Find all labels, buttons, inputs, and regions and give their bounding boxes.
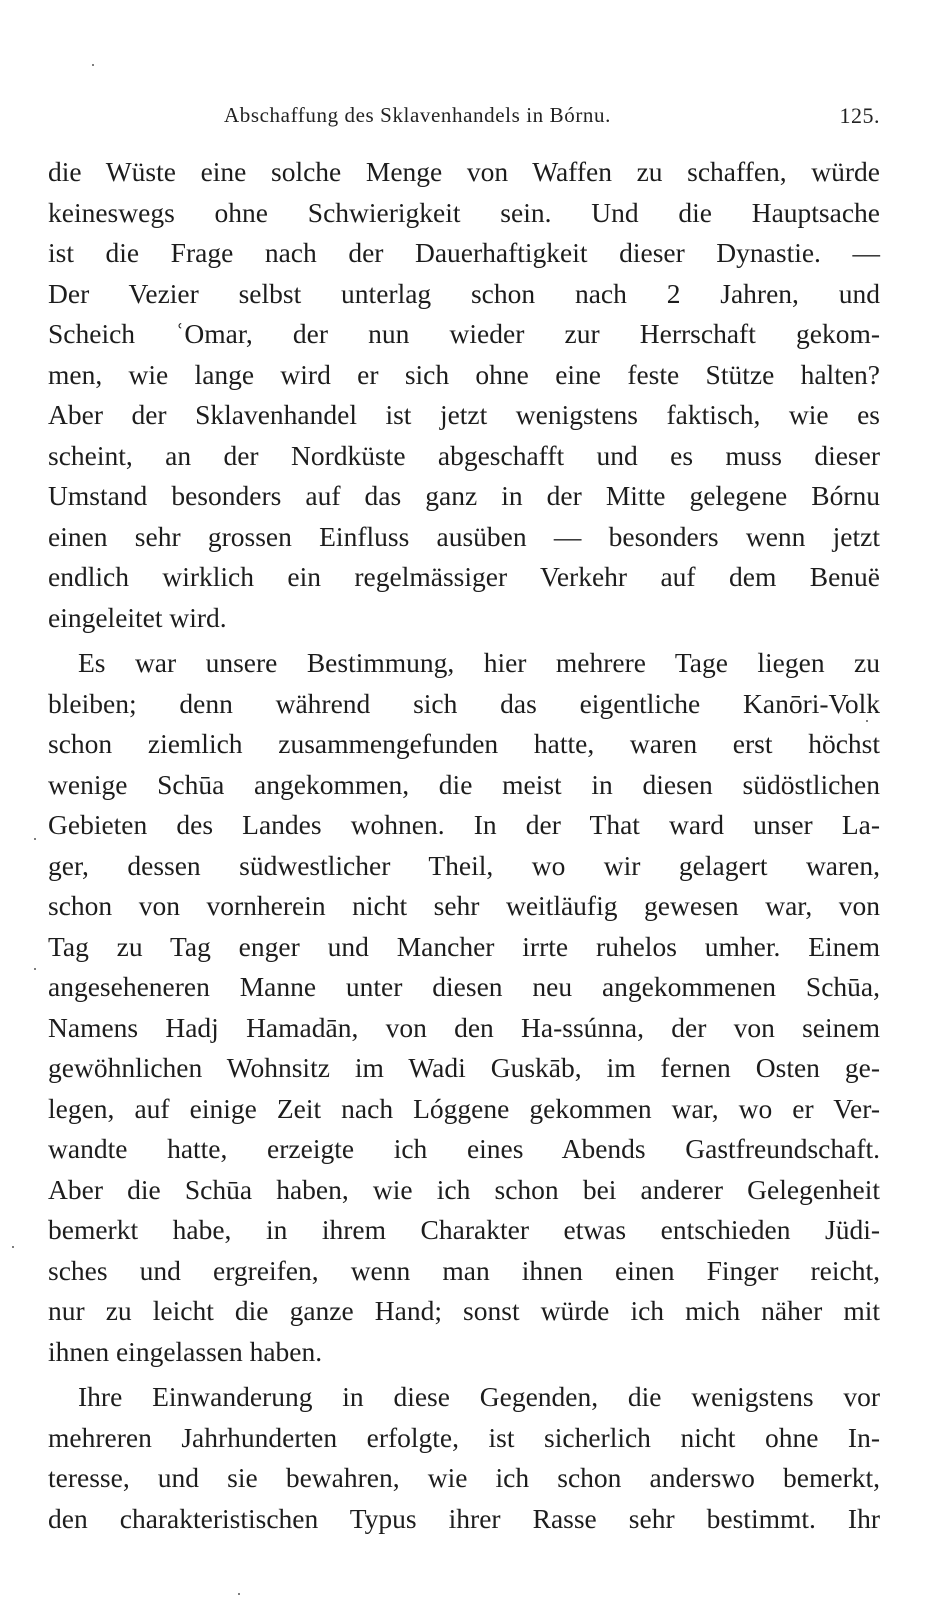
text-line: wenige Schūa angekommen, die meist in diesen südöstlichen (48, 768, 880, 800)
text-line: Der Vezier selbst unterlag schon nach 2 Jahren, und (48, 277, 880, 309)
text-line: Aber die Schūa haben, wie ich schon bei anderer Gelegenheit (48, 1173, 880, 1205)
text-line: Aber der Sklavenhandel ist jetzt wenigstens faktisch, wie es (48, 399, 880, 430)
print-speck (238, 1593, 240, 1595)
text-line: nur zu leicht die ganze Hand; sonst würde ich mich näher mit (48, 1295, 880, 1326)
text-line: Namens Hadj Hamadān, von den Ha-ssúnna, der von seinem (48, 1011, 880, 1043)
page-number: 125. (839, 103, 880, 128)
text-line: ger, dessen südwestlicher Theil, wo wir gelagert waren, (48, 849, 880, 881)
text-line: Ihre Einwanderung in diese Gegenden, die wenigstens vor (78, 1381, 880, 1412)
text-line: schon von vornherein nicht sehr weitläufig gewesen war, von (48, 890, 880, 921)
text-line: endlich wirklich ein regelmässiger Verkehr auf dem Benuë (48, 561, 880, 592)
text-line: bleiben; denn während sich das eigentliche Kanōri-Volk (48, 687, 880, 719)
text-line: angeseheneren Manne unter diesen neu angekommenen Schūa, (48, 971, 880, 1002)
print-speck (92, 64, 94, 66)
paragraph (48, 643, 880, 1372)
text-line: Gebieten des Landes wohnen. In der That ward unser La- (48, 809, 880, 840)
text-line: einen sehr grossen Einfluss ausüben — besonders wenn jetzt (48, 520, 880, 552)
text-line: ihnen eingelassen haben. (48, 1335, 323, 1367)
running-head (48, 103, 880, 135)
text-line: keineswegs ohne Schwierigkeit sein. Und die Hauptsache (48, 196, 880, 228)
running-title: Abschaffung des Sklavenhandels in Bórnu. (224, 103, 611, 127)
text-line: mehreren Jahrhunderten erfolgte, ist sicherlich nicht ohne In- (48, 1421, 880, 1453)
text-line: Tag zu Tag enger und Mancher irrte ruhelos umher. Einem (48, 930, 880, 962)
text-line: Es war unsere Bestimmung, hier mehrere Tage liegen zu (78, 647, 880, 678)
paragraph (48, 1377, 880, 1539)
print-speck (34, 838, 36, 840)
text-line: legen, auf einige Zeit nach Lóggene gekommen war, wo er Ver- (48, 1092, 880, 1124)
text-line: Umstand besonders auf das ganz in der Mitte gelegene Bórnu (48, 480, 880, 511)
text-line: die Wüste eine solche Menge von Waffen zu schaffen, würde (48, 156, 880, 187)
text-line: gewöhnlichen Wohnsitz im Wadi Guskāb, im fernen Osten ge- (48, 1052, 880, 1083)
body-text (48, 152, 880, 1539)
text-line: ist die Frage nach der Dauerhaftigkeit dieser Dynastie. — (48, 237, 880, 268)
print-speck (12, 1246, 14, 1248)
text-line: teresse, und sie bewahren, wie ich schon anderswo bemerkt, (48, 1462, 880, 1493)
text-line: eingeleitet wird. (48, 601, 227, 633)
print-speck (34, 968, 36, 970)
text-line: den charakteristischen Typus ihrer Rasse sehr bestimmt. Ihr (48, 1502, 880, 1534)
paragraph (48, 152, 880, 638)
text-line: scheint, an der Nordküste abgeschafft und es muss dieser (48, 439, 880, 471)
text-line: sches und ergreifen, wenn man ihnen einen Finger reicht, (48, 1254, 880, 1286)
text-line: schon ziemlich zusammengefunden hatte, waren erst höchst (48, 728, 880, 759)
text-line: Scheich ʿOmar, der nun wieder zur Herrschaft gekom- (48, 318, 880, 349)
text-line: wandte hatte, erzeigte ich eines Abends Gastfreundschaft. (48, 1133, 880, 1164)
text-line: men, wie lange wird er sich ohne eine feste Stütze halten? (48, 358, 880, 390)
text-line: bemerkt habe, in ihrem Charakter etwas entschieden Jüdi- (48, 1214, 880, 1245)
